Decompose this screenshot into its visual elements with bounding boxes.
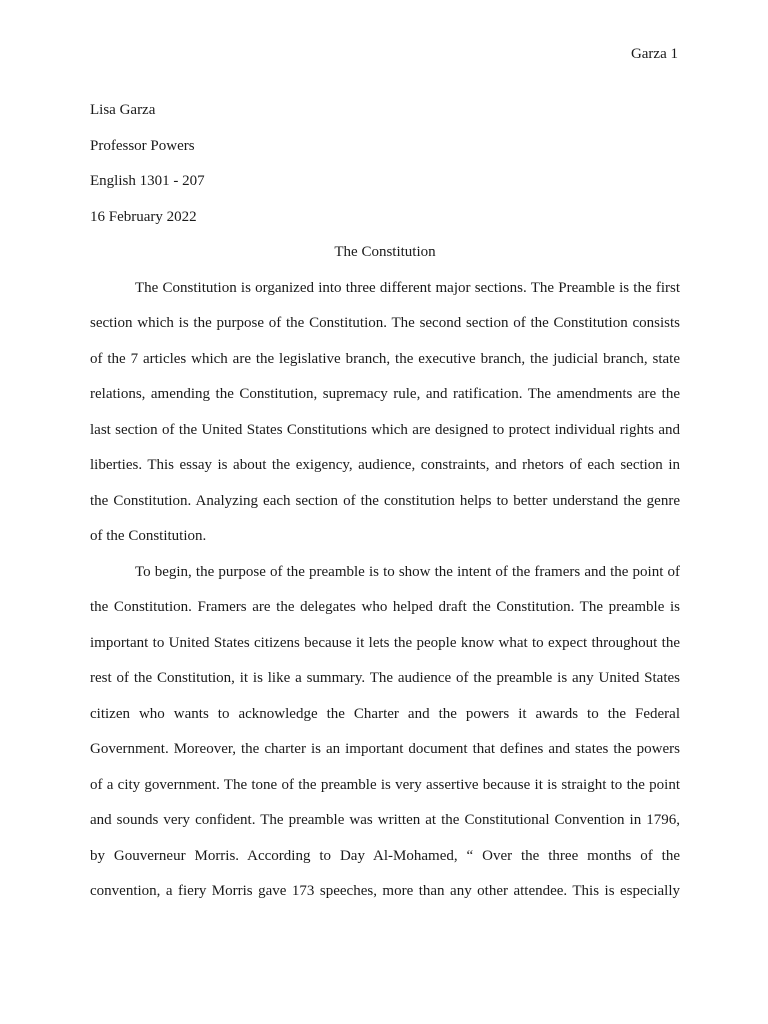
paragraph-line: the Constitution. Framers are the delegates who helped draft the Constitution. The preamble is xyxy=(90,599,680,615)
paragraph-2 xyxy=(90,555,680,910)
paragraph-line: of the 7 articles which are the legislative branch, the executive branch, the judicial branch, state xyxy=(90,350,680,367)
paragraph-line: by Gouverneur Morris. According to Day Al-Mohamed, “ Over the three months of the xyxy=(90,847,680,864)
paragraph-line: Government. Moreover, the charter is an important document that defines and states the powers xyxy=(90,741,680,757)
essay-title: The Constitution xyxy=(334,244,436,260)
paragraph-line: important to United States citizens because it lets the people know what to expect throughout the xyxy=(90,634,680,651)
paragraph-line: relations, amending the Constitution, supremacy rule, and ratification. The amendments are the xyxy=(90,386,680,402)
paragraph-line: citizen who wants to acknowledge the Charter and the powers it awards to the Federal xyxy=(90,705,680,722)
essay-date: 16 February 2022 xyxy=(90,208,197,225)
paragraph-line: last section of the United States Constitutions which are designed to protect individual rights and xyxy=(90,421,680,438)
paragraph-line: liberties. This essay is about the exigency, audience, constraints, and rhetors of each section in xyxy=(90,457,680,473)
paragraph-line: of the Constitution. xyxy=(90,528,207,544)
course-number: English 1301 - 207 xyxy=(90,173,205,189)
professor-name: Professor Powers xyxy=(90,137,195,154)
paragraph-line: To begin, the purpose of the preamble is to show the intent of the framers and the point of xyxy=(135,563,680,580)
paragraph-line: the Constitution. Analyzing each section of the constitution helps to better understand the genre xyxy=(90,492,680,509)
student-name: Lisa Garza xyxy=(90,102,156,118)
paragraph-line: rest of the Constitution, it is like a summary. The audience of the preamble is any United States xyxy=(90,670,680,686)
running-head: Garza 1 xyxy=(630,46,678,62)
paragraph-line: section which is the purpose of the Constitution. The second section of the Constitution consists xyxy=(90,315,680,331)
paragraph-1 xyxy=(90,271,680,555)
paragraph-line: and sounds very confident. The preamble was written at the Constitutional Convention in 1796, xyxy=(90,812,680,828)
essay-body xyxy=(90,93,680,910)
paragraph-line: convention, a fiery Morris gave 173 speeches, more than any other attendee. This is especially xyxy=(90,883,680,899)
paragraph-line: The Constitution is organized into three different major sections. The Preamble is the first xyxy=(135,279,680,296)
paragraph-line: of a city government. The tone of the preamble is very assertive because it is straight to the point xyxy=(90,776,680,793)
